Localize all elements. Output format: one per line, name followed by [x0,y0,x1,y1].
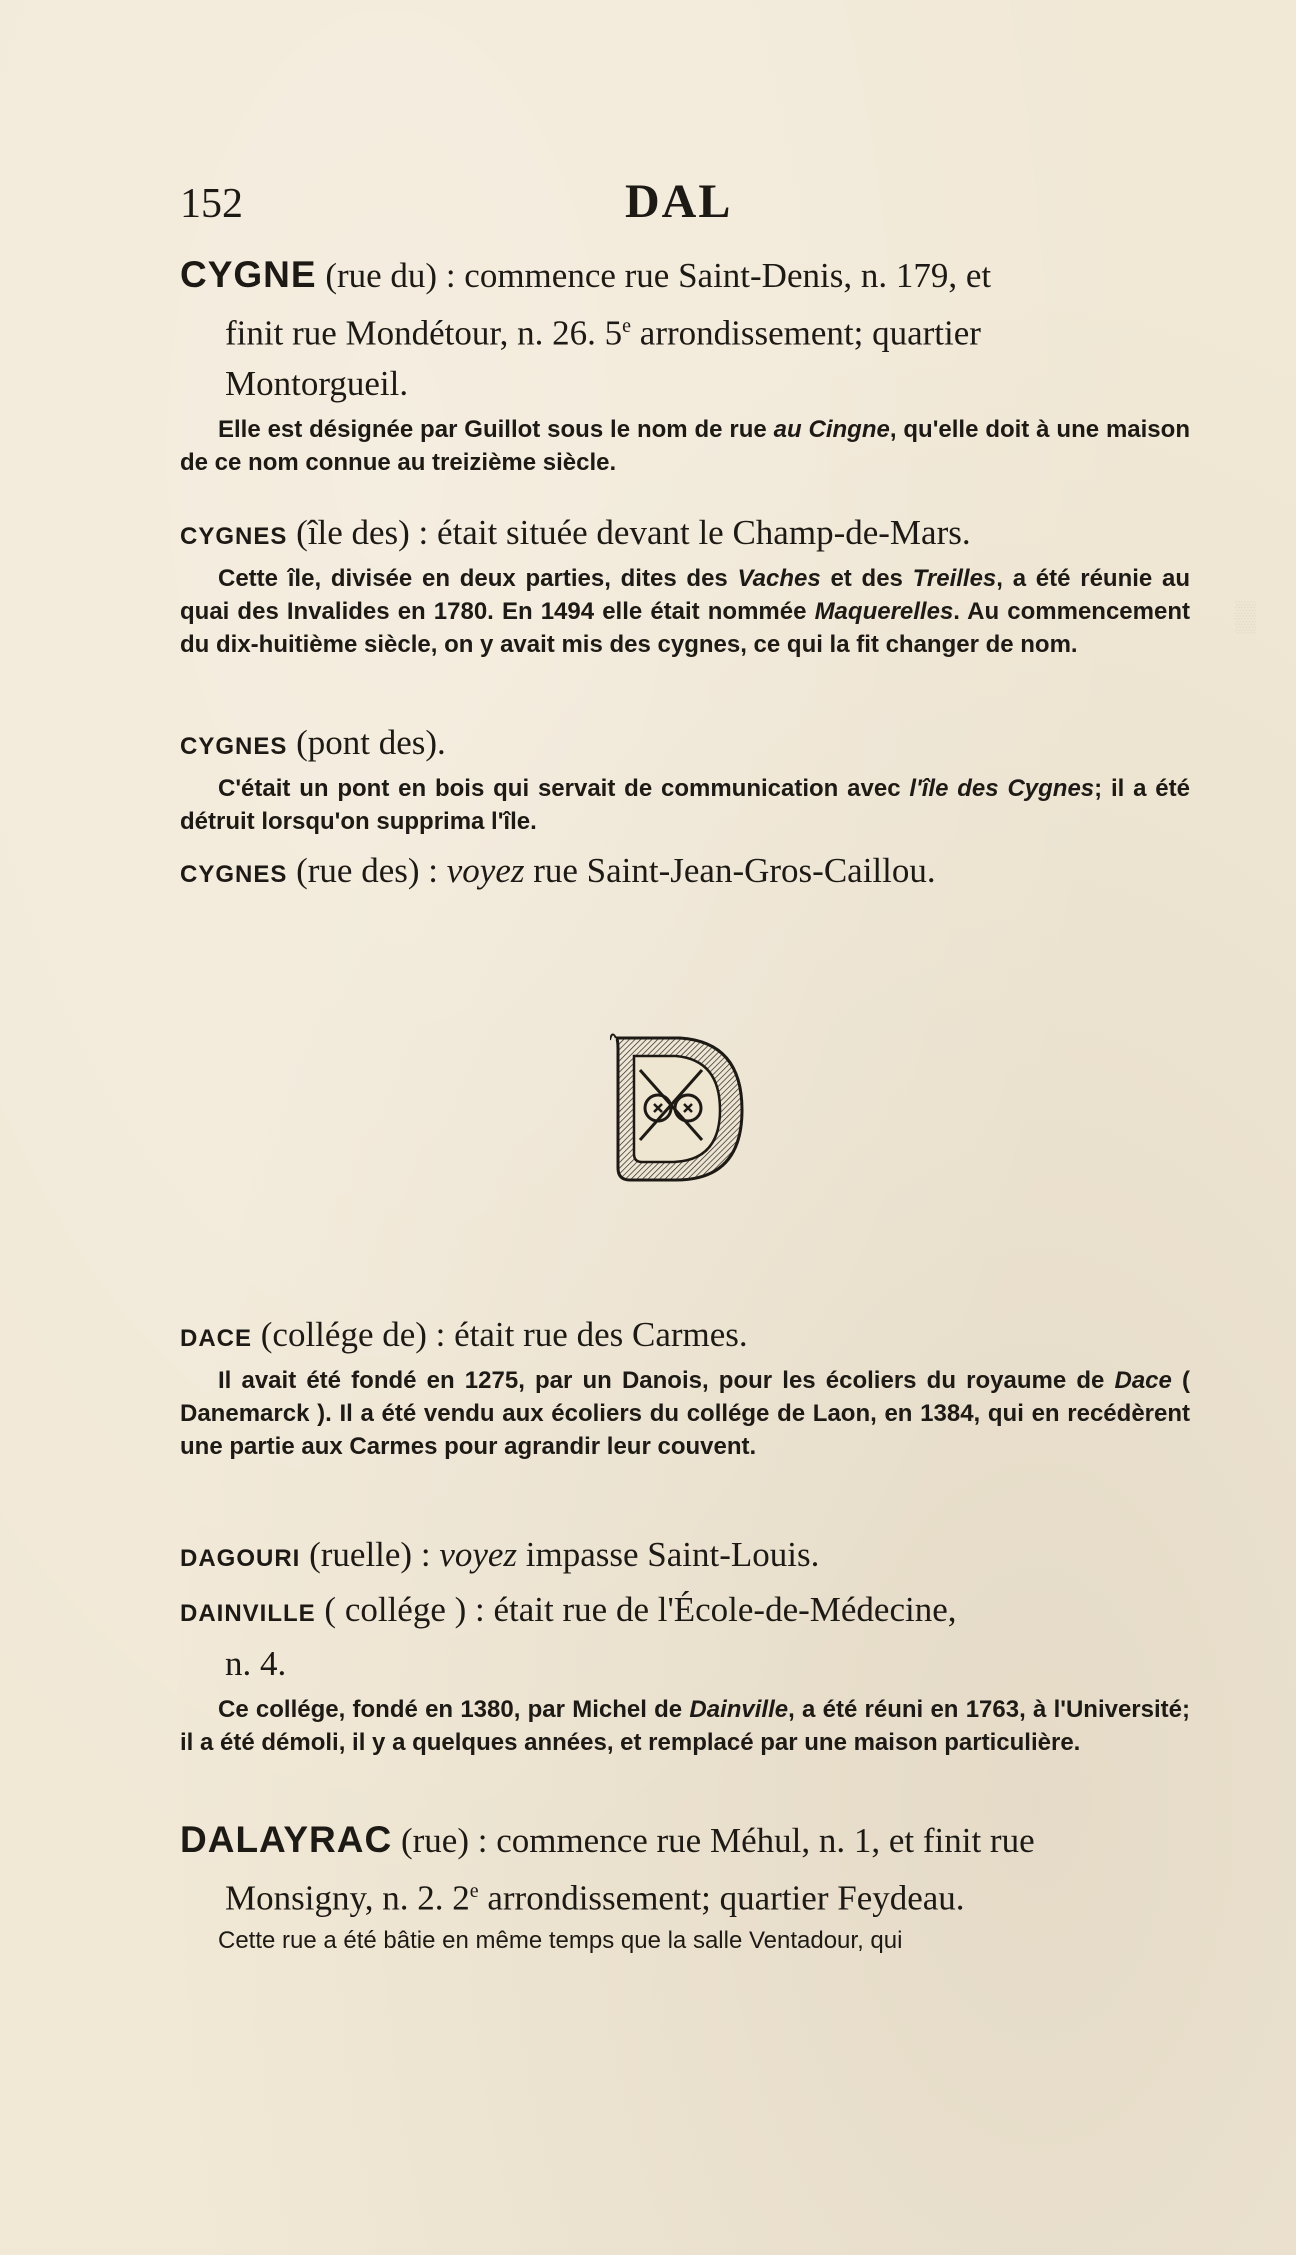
ornamental-letter-d-icon [610,1030,750,1190]
entry-headword: DAINVILLE [180,1600,316,1627]
entry-note: Il avait été fondé en 1275, par un Danois, pour les écoliers du royaume de Dace ( Danemarck ). Il a été vendu aux écoliers du collége de Laon, en 1384, qui en recédèrent une partie aux Carmes pour agrandir leur couvent. [180,1367,1190,1460]
entry-headline: DAGOURI (ruelle) : voyez impasse Saint-Louis. [180,1535,820,1574]
entry-cygnes-pont [180,718,1190,838]
entry-headline-cont: finit rue Mondétour, n. 26. 5e arrondissement; quartier [225,313,981,353]
entry-headline: DAINVILLE ( collége ) : était rue de l'École-de-Médecine, [180,1590,957,1629]
entry-dainville [180,1585,1190,1759]
entry-headline: CYGNE (rue du) : commence rue Saint-Denis, n. 179, et [180,254,992,295]
entry-headline-cont: n. 4. [225,1644,287,1683]
entry-dagouri [180,1530,1190,1584]
entry-headline: DALAYRAC (rue) : commence rue Méhul, n. 1, et finit rue [180,1819,1035,1860]
entry-headline: CYGNES (île des) : était située devant le Champ-de-Mars. [180,513,971,552]
entry-note: Cette rue a été bâtie en même temps que la salle Ventadour, qui [218,1926,903,1954]
entry-dace [180,1310,1190,1463]
entry-headline: DACE (collége de) : était rue des Carmes. [180,1315,748,1354]
entry-headline-cont: Monsigny, n. 2. 2e arrondissement; quartier Feydeau. [225,1878,965,1918]
entry-cygnes-ile [180,508,1190,661]
entry-cygne-rue [180,250,1190,479]
entry-headword: DAGOURI [180,1545,301,1572]
entry-headword: CYGNES [180,733,288,760]
entry-headline-cont: Montorgueil. [225,363,409,403]
entry-note: Elle est désignée par Guillot sous le nom de rue au Cingne, qu'elle doit à une maison de ce nom connue au treizième siècle. [180,415,1190,476]
entry-cygnes-rue [180,846,1190,900]
entry-dalayrac [180,1815,1190,1957]
entry-note: Ce collége, fondé en 1380, par Michel de Dainville, a été réuni en 1763, à l'Université; il a été démoli, il y a quelques années, et remplacé par une maison particulière. [180,1696,1190,1756]
entry-headword: CYGNE [180,254,317,295]
entry-note: C'était un pont en bois qui servait de communication avec l'île des Cygnes; il a été détruit lorsqu'on supprima l'île. [180,775,1190,835]
bleed-through-text: ▒ [1234,600,1256,633]
entry-headword: CYGNES [180,861,288,888]
running-head [180,175,1190,240]
running-title: DAL [625,175,733,228]
entry-headline: CYGNES (pont des). [180,723,446,762]
entry-headword: DACE [180,1325,253,1352]
entry-headline: CYGNES (rue des) : voyez rue Saint-Jean-Gros-Caillou. [180,851,936,890]
page-number: 152 [180,181,243,227]
entry-headword: CYGNES [180,523,288,550]
entry-headword: DALAYRAC [180,1819,393,1860]
entry-note: Cette île, divisée en deux parties, dites des Vaches et des Treilles, a été réunie au quai des Invalides en 1780. En 1494 elle était nommée Maquerelles. Au commencement du dix-huitième siècle, on y avait mis des cygnes, ce qui la fit changer de nom. [180,565,1191,658]
